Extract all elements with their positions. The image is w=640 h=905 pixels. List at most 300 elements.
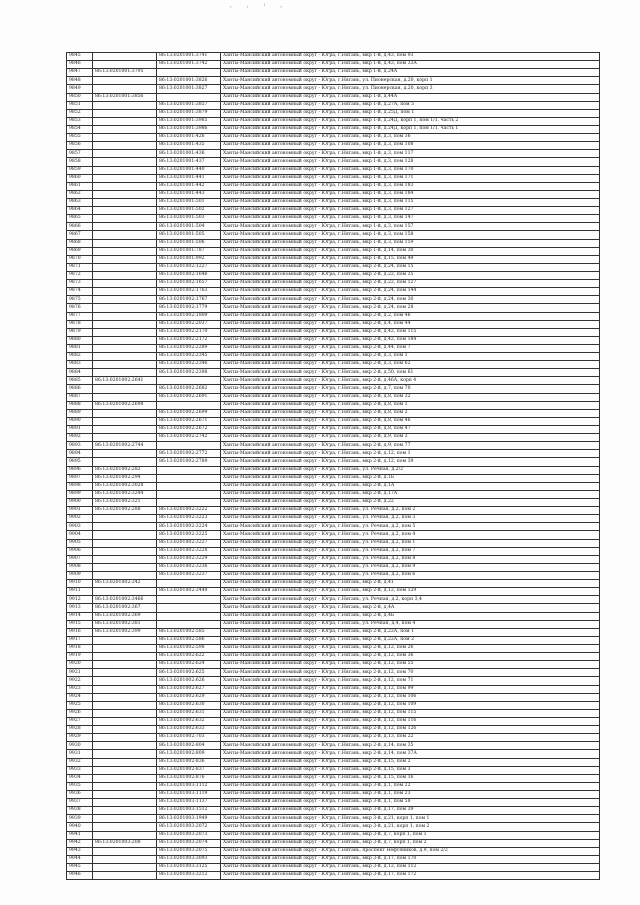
cadastral-number-premises: 86:13:0201001:435: [157, 142, 221, 150]
cadastral-number-building: [93, 750, 157, 758]
cadastral-number-premises: 86:13:0201002:876: [157, 774, 221, 782]
table-row: [67, 409, 600, 417]
cadastral-number-premises: 86:13:0201002:3236: [157, 563, 221, 571]
object-address: Ханты-Мансийский автономный округ - Югра, г.Нягань, мкр 2-й, д.1А: [221, 482, 600, 490]
cadastral-number-premises: 86:13:0201002:1809: [157, 312, 221, 320]
table-row: [67, 580, 600, 588]
cadastral-number-building: [93, 572, 157, 580]
row-number: 9924: [67, 693, 93, 701]
cadastral-number-building: [93, 531, 157, 539]
row-number: 9891: [67, 426, 93, 434]
cadastral-number-premises: 86:13:0201003:3125: [157, 863, 221, 871]
cadastral-number-building: 86:13:0201002:342: [93, 580, 157, 588]
cadastral-number-building: 86:13:0201002:321: [93, 499, 157, 507]
object-address: Ханты-Мансийский автономный округ - Югра, г.Нягань, мкр 2-й, д.12, пом 36: [221, 653, 600, 661]
cadastral-number-building: [93, 417, 157, 425]
table-row: [67, 466, 600, 474]
row-number: 9933: [67, 766, 93, 774]
object-address: Ханты-Мансийский автономный округ - Югра, г.Нягань, мкр 1-й, д.43, пом 93: [221, 53, 600, 61]
cadastral-number-building: [93, 109, 157, 117]
cadastral-number-building: 86:13:0201002:369: [93, 612, 157, 620]
object-address: Ханты-Мансийский автономный округ - Югра, г.Нягань, мкр 3-й, д.1, пом 22: [221, 782, 600, 790]
cadastral-number-premises: 86:13:0201002:625: [157, 669, 221, 677]
cadastral-number-premises: 86:13:0201002:2170: [157, 328, 221, 336]
object-address: Ханты-Мансийский автономный округ - Югра, г.Нягань, мкр 2-й, д.42, пом 115: [221, 328, 600, 336]
table-row: [67, 709, 600, 717]
table-row: [67, 61, 600, 69]
object-address: Ханты-Мансийский автономный округ - Югра, г.Нягань, мкр 3-й, д.7, корп 1, пом 1: [221, 831, 600, 839]
table-row: [67, 207, 600, 215]
table-row: [67, 125, 600, 133]
row-number: 9913: [67, 604, 93, 612]
cadastral-number-premises: 86:13:0201002:624: [157, 661, 221, 669]
cadastral-number-premises: 86:13:0201002:2671: [157, 417, 221, 425]
cadastral-number-premises: 86:13:0201001:992: [157, 255, 221, 263]
row-number: 9862: [67, 190, 93, 198]
row-number: 9898: [67, 482, 93, 490]
object-address: Ханты-Мансийский автономный округ - Югра, г.Нягань, мкр 2-й, д.24, пом 15: [221, 263, 600, 271]
cadastral-number-building: [93, 385, 157, 393]
object-address: Ханты-Мансийский автономный округ - Югра, г.Нягань, мкр 2-й, д.8, пом 2: [221, 409, 600, 417]
cadastral-number-premises: 86:13:0201003:1949: [157, 815, 221, 823]
cadastral-number-building: 86:13:0201002:282: [93, 466, 157, 474]
table-row: [67, 774, 600, 782]
cadastral-number-building: [93, 734, 157, 742]
row-number: 9889: [67, 409, 93, 417]
cadastral-number-premises: 86:13:0201002:703: [157, 734, 221, 742]
cadastral-number-premises: 86:13:0201003:3093: [157, 855, 221, 863]
cadastral-number-building: [93, 790, 157, 798]
row-number: 9942: [67, 839, 93, 847]
cadastral-number-premises: 86:13:0201002:1227: [157, 263, 221, 271]
cadastral-number-building: [93, 847, 157, 855]
object-address: Ханты-Мансийский автономный округ - Югра, г.Нягань, мкр 2-й, д.24, пом 30: [221, 296, 600, 304]
object-address: Ханты-Мансийский автономный округ - Югра, г.Нягань, мкр 2-й, д.42, пом 184: [221, 336, 600, 344]
object-address: Ханты-Мансийский автономный округ - Югра, г.Нягань, мкр 2-й, д.3, пом 1: [221, 353, 600, 361]
cadastral-number-building: [93, 271, 157, 279]
table-row: [67, 515, 600, 523]
cadastral-number-building: [93, 101, 157, 109]
row-number: 9877: [67, 312, 93, 320]
object-address: Ханты-Мансийский автономный округ - Югра, г.Нягань, мкр 1-й, д.3, пом 170: [221, 166, 600, 174]
cadastral-number-premises: 86:13:0201002:809: [157, 750, 221, 758]
cadastral-number-premises: 86:13:0201003:2075: [157, 847, 221, 855]
row-number: 9845: [67, 53, 93, 61]
cadastral-number-premises: 86:13:0201002:2345: [157, 353, 221, 361]
row-number: 9903: [67, 523, 93, 531]
cadastral-number-premises: 86:13:0201001:504: [157, 223, 221, 231]
table-row: [67, 782, 600, 790]
object-address: Ханты-Мансийский автономный округ - Югра, г.Нягань, мкр 3-й, д.21, корп 1, пом 1: [221, 815, 600, 823]
cadastral-number-premises: [157, 474, 221, 482]
row-number: 9939: [67, 815, 93, 823]
object-address: Ханты-Мансийский автономный округ - Югра, г.Нягань, мкр 2-й, д.12, пом 115: [221, 709, 600, 717]
cadastral-number-premises: 86:13:0201002:2172: [157, 336, 221, 344]
object-address: Ханты-Мансийский автономный округ - Югра, г.Нягань, мкр 1-й, д.3, пом 108: [221, 142, 600, 150]
object-address: Ханты-Мансийский автономный округ - Югра, г.Нягань, мкр 2-й, д.24, пом 28: [221, 304, 600, 312]
cadastral-number-premises: [157, 499, 221, 507]
object-address: Ханты-Мансийский автономный округ - Югра, г.Нягань, мкр 2-й, д.12, пом 106: [221, 693, 600, 701]
object-address: Ханты-Мансийский автономный округ - Югра, г.Нягань, ул. Речная, д.2, корп 3,4: [221, 596, 600, 604]
cadastral-number-premises: [157, 93, 221, 101]
cadastral-number-premises: 86:13:0201002:633: [157, 726, 221, 734]
cadastral-number-premises: 86:13:0201002:627: [157, 685, 221, 693]
object-address: Ханты-Мансийский автономный округ - Югра, г.Нягань, мкр 1-й, д.3, пом 115: [221, 198, 600, 206]
row-number: 9923: [67, 685, 93, 693]
table-row: [67, 669, 600, 677]
cadastral-number-building: [93, 312, 157, 320]
cadastral-number-premises: 86:13:0201002:2699: [157, 409, 221, 417]
row-number: 9914: [67, 612, 93, 620]
cadastral-number-building: 86:13:0201002:2698: [93, 401, 157, 409]
object-address: Ханты-Мансийский автономный округ - Югра, г.Нягань, мкр 2-й, д.17А: [221, 490, 600, 498]
cadastral-number-building: 86:13:0201002:2744: [93, 442, 157, 450]
cadastral-number-premises: 86:13:0201002:631: [157, 709, 221, 717]
row-number: 9910: [67, 580, 93, 588]
cadastral-number-building: [93, 799, 157, 807]
object-address: Ханты-Мансийский автономный округ - Югра, г.Нягань, мкр 1-й, д.27А, пом 5: [221, 101, 600, 109]
cadastral-number-premises: 86:13:0201002:2772: [157, 450, 221, 458]
row-number: 9921: [67, 669, 93, 677]
row-number: 9929: [67, 734, 93, 742]
table-row: [67, 434, 600, 442]
row-number: 9850: [67, 93, 93, 101]
table-row: [67, 855, 600, 863]
cadastral-number-premises: 86:13:0201001:503: [157, 215, 221, 223]
row-number: 9892: [67, 434, 93, 442]
row-number: 9878: [67, 320, 93, 328]
cadastral-number-building: 86:13:0201002:367: [93, 604, 157, 612]
table-row: [67, 328, 600, 336]
table-row: [67, 223, 600, 231]
object-address: Ханты-Мансийский автономный округ - Югра, г.Нягань, ул. Речная, д.2, пом 2: [221, 507, 600, 515]
object-address: Ханты-Мансийский автономный округ - Югра, г.Нягань, ул. Речная, д.2, пом 8: [221, 555, 600, 563]
table-row: [67, 620, 600, 628]
table-row: [67, 653, 600, 661]
cadastral-number-building: 86:13:0201003:208: [93, 839, 157, 847]
cadastral-number-building: [93, 807, 157, 815]
cadastral-number-building: [93, 515, 157, 523]
cadastral-number-building: [93, 296, 157, 304]
table-row: [67, 77, 600, 85]
cadastral-number-building: [93, 701, 157, 709]
cadastral-number-premises: 86:13:0201002:632: [157, 717, 221, 725]
table-row: [67, 239, 600, 247]
cadastral-number-building: [93, 547, 157, 555]
table-row: [67, 361, 600, 369]
cadastral-number-building: [93, 190, 157, 198]
object-address: Ханты-Мансийский автономный округ - Югра, г.Нягань, мкр 1-й, д.3, пом 36: [221, 134, 600, 142]
cadastral-number-premises: 86:13:0201003:1137: [157, 799, 221, 807]
cadastral-number-building: [93, 134, 157, 142]
cadastral-number-building: [93, 166, 157, 174]
object-address: Ханты-Мансийский автономный округ - Югра, г.Нягань, мкр 2-й, д.9, пом 77: [221, 442, 600, 450]
table-row: [67, 263, 600, 271]
table-row: [67, 426, 600, 434]
row-number: 9909: [67, 572, 93, 580]
cadastral-number-building: [93, 328, 157, 336]
row-number: 9884: [67, 369, 93, 377]
cadastral-number-premises: 86:13:0201002:2691: [157, 393, 221, 401]
cadastral-number-premises: 86:13:0201002:1767: [157, 296, 221, 304]
row-number: 9920: [67, 661, 93, 669]
table-row: [67, 758, 600, 766]
object-address: Ханты-Мансийский автономный округ - Югра, г.Нягань, мкр 2-й, д.44, пом 7: [221, 344, 600, 352]
object-address: Ханты-Мансийский автономный округ - Югра, г.Нягань, мкр 2-й, д.8, пом 46: [221, 417, 600, 425]
object-address: Ханты-Мансийский автономный округ - Югра, г.Нягань, ул. Речная, д.4, пом 4: [221, 620, 600, 628]
row-number: 9859: [67, 166, 93, 174]
cadastral-number-building: [93, 142, 157, 150]
table-row: [67, 336, 600, 344]
property-register-table: [66, 52, 600, 880]
row-number: 9940: [67, 823, 93, 831]
cadastral-number-building: 86:13:0201001:3856: [93, 93, 157, 101]
row-number: 9883: [67, 361, 93, 369]
row-number: 9881: [67, 344, 93, 352]
cadastral-number-premises: 86:13:0201002:1763: [157, 288, 221, 296]
table-row: [67, 596, 600, 604]
row-number: 9946: [67, 872, 93, 880]
row-number: 9935: [67, 782, 93, 790]
object-address: Ханты-Мансийский автономный округ - Югра, г.Нягань, мкр 2-й, д.14, пом 37А: [221, 750, 600, 758]
object-address: Ханты-Мансийский автономный округ - Югра, г.Нягань, мкр 1-й, д.3, пом 128: [221, 158, 600, 166]
object-address: Ханты-Мансийский автономный округ - Югра, г.Нягань, мкр 2-й, д.12, пом 39: [221, 458, 600, 466]
table-row: [67, 458, 600, 466]
object-address: Ханты-Мансийский автономный округ - Югра, г.Нягань, мкр 2-й, д.12, пом 129: [221, 588, 600, 596]
row-number: 9852: [67, 109, 93, 117]
row-number: 9908: [67, 563, 93, 571]
table-row: [67, 271, 600, 279]
table-row: [67, 499, 600, 507]
table-row: [67, 863, 600, 871]
cadastral-number-premises: [157, 377, 221, 385]
cadastral-number-premises: 86:13:0201001:3857: [157, 101, 221, 109]
object-address: Ханты-Мансийский автономный округ - Югра, г.Нягань, мкр 1-й, д.43, пом 33А: [221, 61, 600, 69]
table-row: [67, 296, 600, 304]
row-number: 9934: [67, 774, 93, 782]
object-address: Ханты-Мансийский автономный округ - Югра, г.Нягань, мкр 1-й, д.3, пом 159: [221, 239, 600, 247]
object-address: Ханты-Мансийский автономный округ - Югра, г.Нягань, мкр 1-й, д.3, пом 183: [221, 182, 600, 190]
table-row: [67, 182, 600, 190]
cadastral-number-premises: 86:13:0201002:586: [157, 636, 221, 644]
table-row: [67, 507, 600, 515]
cadastral-number-building: [93, 758, 157, 766]
object-address: Ханты-Мансийский автономный округ - Югра, г.Нягань, мкр 1-й, д.3, пом 184: [221, 190, 600, 198]
object-address: Ханты-Мансийский автономный округ - Югра, г.Нягань, мкр 2-й, д.3, пом 62: [221, 361, 600, 369]
object-address: Ханты-Мансийский автономный округ - Югра, г.Нягань, мкр 2-й, д.12, пом 1: [221, 450, 600, 458]
object-address: Ханты-Мансийский автономный округ - Югра, г.Нягань, мкр 1-й, д.44А: [221, 93, 600, 101]
object-address: Ханты-Мансийский автономный округ - Югра, г.Нягань, мкр 3-й, д.17, пом 170: [221, 855, 600, 863]
cadastral-number-building: [93, 198, 157, 206]
cadastral-number-building: [93, 304, 157, 312]
row-number: 9893: [67, 442, 93, 450]
cadastral-number-building: [93, 863, 157, 871]
cadastral-number-premises: 86:13:0201002:1646: [157, 271, 221, 279]
row-number: 9894: [67, 450, 93, 458]
table-row: [67, 69, 600, 77]
row-number: 9880: [67, 336, 93, 344]
cadastral-number-premises: 86:13:0201001:501: [157, 198, 221, 206]
row-number: 9856: [67, 142, 93, 150]
object-address: Ханты-Мансийский автономный округ - Югра, г.Нягань, мкр 3-й, д.7, корп 1, пом 2: [221, 839, 600, 847]
cadastral-number-premises: 86:13:0201002:3227: [157, 539, 221, 547]
cadastral-number-premises: 86:13:0201001:426: [157, 134, 221, 142]
table-row: [67, 474, 600, 482]
table-row: [67, 807, 600, 815]
cadastral-number-building: [93, 555, 157, 563]
object-address: Ханты-Мансийский автономный округ - Югра, г.Нягань, мкр 2-й, д.1Б: [221, 474, 600, 482]
cadastral-number-building: [93, 174, 157, 182]
object-address: Ханты-Мансийский автономный округ - Югра, г.Нягань, мкр 2-й, д.12, пом 70: [221, 669, 600, 677]
cadastral-number-premises: 86:13:0201001:3985: [157, 117, 221, 125]
table-body: [67, 53, 600, 880]
cadastral-number-building: 86:13:0201002:3466: [93, 596, 157, 604]
row-number: 9858: [67, 158, 93, 166]
object-address: Ханты-Мансийский автономный округ - Югра, г.Нягань, мкр 3-й, д.17, пом 172: [221, 872, 600, 880]
row-number: 9925: [67, 701, 93, 709]
table-row: [67, 158, 600, 166]
row-number: 9936: [67, 790, 93, 798]
cadastral-number-building: 86:13:0201002:3244: [93, 490, 157, 498]
table-row: [67, 701, 600, 709]
object-address: Ханты-Мансийский автономный округ - Югра, г.Нягань, мкр 2-й, д.22А, пом 1: [221, 628, 600, 636]
object-address: Ханты-Мансийский автономный округ - Югра, г.Нягань, мкр 1-й, д.3, пом 127: [221, 207, 600, 215]
cadastral-number-building: [93, 855, 157, 863]
object-address: Ханты-Мансийский автономный округ - Югра, г.Нягань, мкр 3-й, д.1, пом 23: [221, 790, 600, 798]
table-row: [67, 401, 600, 409]
table-row: [67, 693, 600, 701]
cadastral-number-building: [93, 872, 157, 880]
cadastral-number-building: [93, 563, 157, 571]
cadastral-number-premises: 86:13:0201002:2346: [157, 361, 221, 369]
table-row: [67, 166, 600, 174]
object-address: Ханты-Мансийский автономный округ - Югра, г.Нягань, ул. Речная, д.2, пом 1: [221, 539, 600, 547]
table-row: [67, 117, 600, 125]
cadastral-number-premises: 86:13:0201002:2672: [157, 426, 221, 434]
cadastral-number-premises: 86:13:0201003:1112: [157, 782, 221, 790]
cadastral-number-building: [93, 263, 157, 271]
cadastral-number-premises: [157, 401, 221, 409]
cadastral-number-premises: 86:13:0201002:2289: [157, 344, 221, 352]
object-address: Ханты-Мансийский автономный округ - Югра, г.Нягань, ул. Речная, д.2, пом 9: [221, 563, 600, 571]
cadastral-number-premises: 86:13:0201003:2073: [157, 831, 221, 839]
table-row: [67, 93, 600, 101]
cadastral-number-building: [93, 831, 157, 839]
row-number: 9905: [67, 539, 93, 547]
cadastral-number-building: [93, 709, 157, 717]
cadastral-number-premises: [157, 596, 221, 604]
row-number: 9868: [67, 239, 93, 247]
row-number: 9873: [67, 280, 93, 288]
cadastral-number-building: [93, 125, 157, 133]
table-row: [67, 215, 600, 223]
object-address: Ханты-Мансийский автономный округ - Югра, г.Нягань, мкр 1-й, д.3, пом 147: [221, 215, 600, 223]
cadastral-number-premises: [157, 482, 221, 490]
table-row: [67, 150, 600, 158]
object-address: Ханты-Мансийский автономный округ - Югра, г.Нягань, мкр 2-й, д.22: [221, 499, 600, 507]
table-row: [67, 482, 600, 490]
object-address: Ханты-Мансийский автономный округ - Югра, г.Нягань, мкр 2-й, д.15, пом 3: [221, 766, 600, 774]
row-number: 9943: [67, 847, 93, 855]
object-address: Ханты-Мансийский автономный округ - Югра, г.Нягань, мкр 2-й, д.12, пом 116: [221, 717, 600, 725]
row-number: 9902: [67, 515, 93, 523]
row-number: 9861: [67, 182, 93, 190]
object-address: Ханты-Мансийский автономный округ - Югра, г.Нягань, ул. Речная, д.2, пом 4: [221, 531, 600, 539]
object-address: Ханты-Мансийский автономный округ - Югра, г.Нягань, мкр 2-й, д.22, пом 35: [221, 271, 600, 279]
table-row: [67, 839, 600, 847]
row-number: 9865: [67, 215, 93, 223]
row-number: 9912: [67, 596, 93, 604]
cadastral-number-premises: 86:13:0201002:3228: [157, 547, 221, 555]
object-address: Ханты-Мансийский автономный округ - Югра, г.Нягань, мкр 2-й, д.15, пом 2: [221, 758, 600, 766]
cadastral-number-premises: 86:13:0201001:787: [157, 247, 221, 255]
cadastral-number-premises: [157, 490, 221, 498]
cadastral-number-premises: 86:13:0201002:626: [157, 677, 221, 685]
cadastral-number-building: [93, 644, 157, 652]
table-row: [67, 198, 600, 206]
cadastral-number-premises: 86:13:0201002:3449: [157, 588, 221, 596]
cadastral-number-premises: [157, 580, 221, 588]
table-row: [67, 288, 600, 296]
cadastral-number-premises: [157, 442, 221, 450]
object-address: Ханты-Мансийский автономный округ - Югра, г.Нягань, мкр 1-й, д.3, пом 171: [221, 174, 600, 182]
cadastral-number-premises: 86:13:0201002:3224: [157, 523, 221, 531]
object-address: Ханты-Мансийский автономный округ - Югра, г.Нягань, ул. Речная, д.2, пом 6: [221, 572, 600, 580]
row-number: 9866: [67, 223, 93, 231]
table-row: [67, 644, 600, 652]
cadastral-number-building: 86:13:0201002:2641: [93, 377, 157, 385]
object-address: Ханты-Мансийский автономный округ - Югра, г.Нягань, ул. Пионерская, д.20, корп 3: [221, 85, 600, 93]
cadastral-number-premises: 86:13:0201001:3741: [157, 53, 221, 61]
cadastral-number-premises: 86:13:0201001:436: [157, 150, 221, 158]
table-row: [67, 636, 600, 644]
cadastral-number-building: [93, 523, 157, 531]
row-number: 9926: [67, 709, 93, 717]
cadastral-number-premises: 86:13:0201002:598: [157, 644, 221, 652]
cadastral-number-building: [93, 815, 157, 823]
cadastral-number-building: [93, 207, 157, 215]
cadastral-number-building: [93, 215, 157, 223]
object-address: Ханты-Мансийский автономный округ - Югра, г.Нягань, мкр 2-й, д.8, пом 32: [221, 393, 600, 401]
object-address: Ханты-Мансийский автономный округ - Югра, г.Нягань, мкр 2-й, д.4Б: [221, 612, 600, 620]
object-address: Ханты-Мансийский автономный округ - Югра, г.Нягань, мкр 3-й, д.1, пом 58: [221, 799, 600, 807]
object-address: Ханты-Мансийский автономный округ - Югра, г.Нягань, мкр 2-й, д.4А: [221, 604, 600, 612]
table-row: [67, 563, 600, 571]
cadastral-number-building: [93, 223, 157, 231]
object-address: Ханты-Мансийский автономный округ - Югра, г.Нягань, мкр 2-й, д.46А, корп 4: [221, 377, 600, 385]
table-row: [67, 304, 600, 312]
cadastral-number-premises: 86:13:0201002:3225: [157, 531, 221, 539]
object-address: Ханты-Мансийский автономный округ - Югра, г.Нягань, мкр 2-й, д.2, пом 46: [221, 312, 600, 320]
cadastral-number-premises: 86:13:0201002:2742: [157, 434, 221, 442]
cadastral-number-building: [93, 588, 157, 596]
cadastral-number-building: [93, 653, 157, 661]
row-number: 9847: [67, 69, 93, 77]
cadastral-number-building: [93, 766, 157, 774]
object-address: Ханты-Мансийский автономный округ - Югра, г.Нягань, мкр 1-й, д.15, пом 49: [221, 255, 600, 263]
cadastral-number-building: [93, 782, 157, 790]
table-row: [67, 377, 600, 385]
row-number: 9887: [67, 393, 93, 401]
object-address: Ханты-Мансийский автономный округ - Югра, г.Нягань, мкр 3-й, д.21, корп 1, пом 2: [221, 823, 600, 831]
cadastral-number-premises: 86:13:0201001:3742: [157, 61, 221, 69]
cadastral-number-building: [93, 158, 157, 166]
cadastral-number-building: [93, 288, 157, 296]
cadastral-number-premises: 86:13:0201002:1779: [157, 304, 221, 312]
cadastral-number-building: [93, 247, 157, 255]
object-address: Ханты-Мансийский автономный округ - Югра, г.Нягань, мкр 2-й, д.50, пом 61: [221, 369, 600, 377]
table-row: [67, 815, 600, 823]
